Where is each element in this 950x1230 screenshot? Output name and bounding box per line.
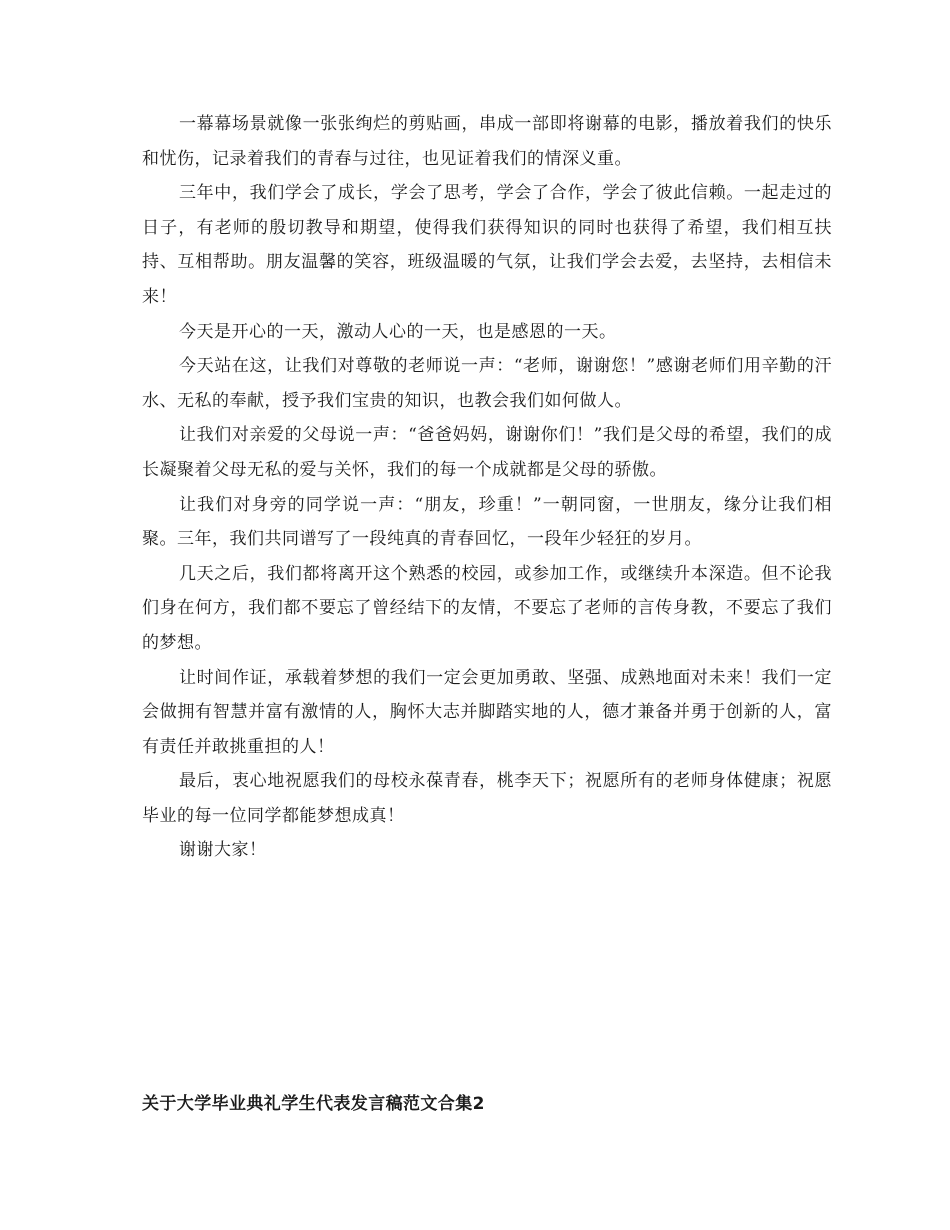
section-heading: 关于大学毕业典礼学生代表发言稿范文合集2 (142, 1094, 485, 1114)
paragraph: 三年中，我们学会了成长，学会了思考，学会了合作，学会了彼此信赖。一起走过的日子，有老师的殷切教导和期望，使得我们获得知识的同时也获得了希望，我们相互扶持、互相帮助。朋友温馨的笑容，班级温暖的气氛，让我们学会去爱，去坚持，去相信未来！ (142, 183, 832, 307)
speech-body (142, 107, 832, 868)
paragraph: 让我们对亲爱的父母说一声：“爸爸妈妈，谢谢你们！”我们是父母的希望，我们的成长凝聚着父母无私的爱与关怀，我们的每一个成就都是父母的骄傲。 (142, 425, 832, 480)
paragraph: 今天是开心的一天，激动人心的一天，也是感恩的一天。 (179, 321, 617, 342)
paragraph: 让我们对身旁的同学说一声：“朋友，珍重！”一朝同窗，一世朋友，缘分让我们相聚。三年，我们共同谱写了一段纯真的青春回忆，一段年少轻狂的岁月。 (142, 494, 832, 550)
closing-thanks: 谢谢大家！ (179, 840, 267, 861)
paragraph: 今天站在这，让我们对尊敬的老师说一声：“老师，谢谢您！”感谢老师们用辛勤的汗水、无私的奉献，授予我们宝贵的知识，也教会我们如何做人。 (142, 356, 832, 411)
paragraph: 几天之后，我们都将离开这个熟悉的校园，或参加工作，或继续升本深造。但不论我们身在何方，我们都不要忘了曾经结下的友情，不要忘了老师的言传身教，不要忘了我们的梦想。 (142, 563, 832, 653)
paragraph: 一幕幕场景就像一张张绚烂的剪贴画，串成一部即将谢幕的电影，播放着我们的快乐和忧伤，记录着我们的青春与过往，也见证着我们的情深义重。 (142, 114, 832, 169)
paragraph: 最后，衷心地祝愿我们的母校永葆青春，桃李天下；祝愿所有的老师身体健康；祝愿毕业的每一位同学都能梦想成真！ (142, 771, 832, 826)
paragraph: 让时间作证，承载着梦想的我们一定会更加勇敢、坚强、成熟地面对未来！我们一定会做拥有智慧并富有激情的人，胸怀大志并脚踏实地的人，德才兼备并勇于创新的人，富有责任并敢挑重担的人！ (142, 667, 832, 757)
